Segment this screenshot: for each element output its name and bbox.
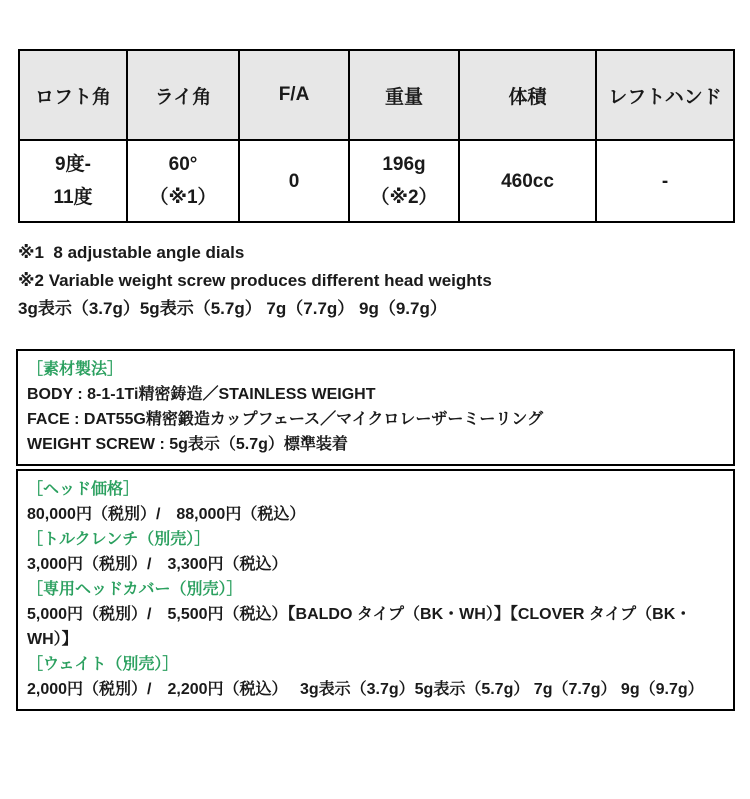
- spec-cell-volume: [459, 140, 596, 222]
- material-face-line: FACE : DAT55G精密鍛造カップフェース／マイクロレーザーミーリング: [27, 411, 544, 428]
- lie-value-line2: （※1）: [149, 187, 217, 208]
- headcover-heading: ［専用ヘッドカバー（別売）］: [27, 581, 243, 598]
- spec-header-lie: ライ角: [127, 50, 239, 140]
- head-price-heading: ［ヘッド価格］: [27, 481, 140, 498]
- spec-cell-loft: [19, 140, 127, 222]
- lefthand-value: -: [661, 170, 669, 192]
- spec-header-weight: 重量: [349, 50, 459, 140]
- spec-header-volume: 体積: [459, 50, 596, 140]
- weight-option-heading: ［ウェイト（別売）］: [27, 656, 179, 673]
- spec-header-row: [19, 50, 734, 140]
- volume-value: 460cc: [501, 170, 554, 192]
- loft-value-line2: 11度: [53, 187, 93, 208]
- torque-wrench-heading: ［トルクレンチ（別売）］: [27, 531, 211, 548]
- weight-option-price: 2,000円（税別）/ 2,200円（税込） 3g表示（3.7g）5g表示（5.7g） 7g（7.7g） 9g（9.7g）: [27, 681, 704, 698]
- headcover-price: 5,000円（税別）/ 5,500円（税込）【BALDO タイプ（BK・WH）】【CLOVER タイプ（BK・WH）】: [27, 606, 692, 648]
- spec-cell-weight: [349, 140, 459, 222]
- spec-value-row: [19, 140, 734, 222]
- weight-value-line1: 196g: [382, 154, 426, 175]
- torque-wrench-price: 3,000円（税別）/ 3,300円（税込）: [27, 556, 288, 573]
- weight-value-line2: （※2）: [370, 187, 438, 208]
- spec-cell-fa: [239, 140, 349, 222]
- fa-value: 0: [288, 170, 300, 192]
- lie-value-line1: 60°: [168, 154, 198, 175]
- spec-table: [18, 49, 735, 223]
- material-weight-screw-line: WEIGHT SCREW : 5g表示（5.7g）標準装着: [27, 436, 348, 453]
- price-box: [16, 469, 735, 711]
- product-spec-page: [0, 49, 750, 799]
- footnote-adjustable-dials: ※1 8 adjustable angle dials: [18, 243, 245, 262]
- material-body-line: BODY : 8-1-1Ti精密鋳造／STAINLESS WEIGHT: [27, 386, 376, 403]
- spec-header-lefthand: レフトハンド: [596, 50, 734, 140]
- spec-cell-lefthand: [596, 140, 734, 222]
- material-heading: ［素材製法］: [27, 361, 124, 378]
- spec-header-fa: F/A: [239, 50, 349, 140]
- footnotes: [18, 239, 750, 323]
- spec-header-loft: ロフト角: [19, 50, 127, 140]
- spec-cell-lie: [127, 140, 239, 222]
- loft-value-line1: 9度-: [55, 154, 91, 175]
- footnote-weight-options: 3g表示（3.7g）5g表示（5.7g） 7g（7.7g） 9g（9.7g）: [18, 299, 447, 318]
- footnote-variable-weight: ※2 Variable weight screw produces different head weights: [18, 271, 492, 290]
- material-box: [16, 349, 735, 466]
- head-price-value: 80,000円（税別）/ 88,000円（税込）: [27, 506, 306, 523]
